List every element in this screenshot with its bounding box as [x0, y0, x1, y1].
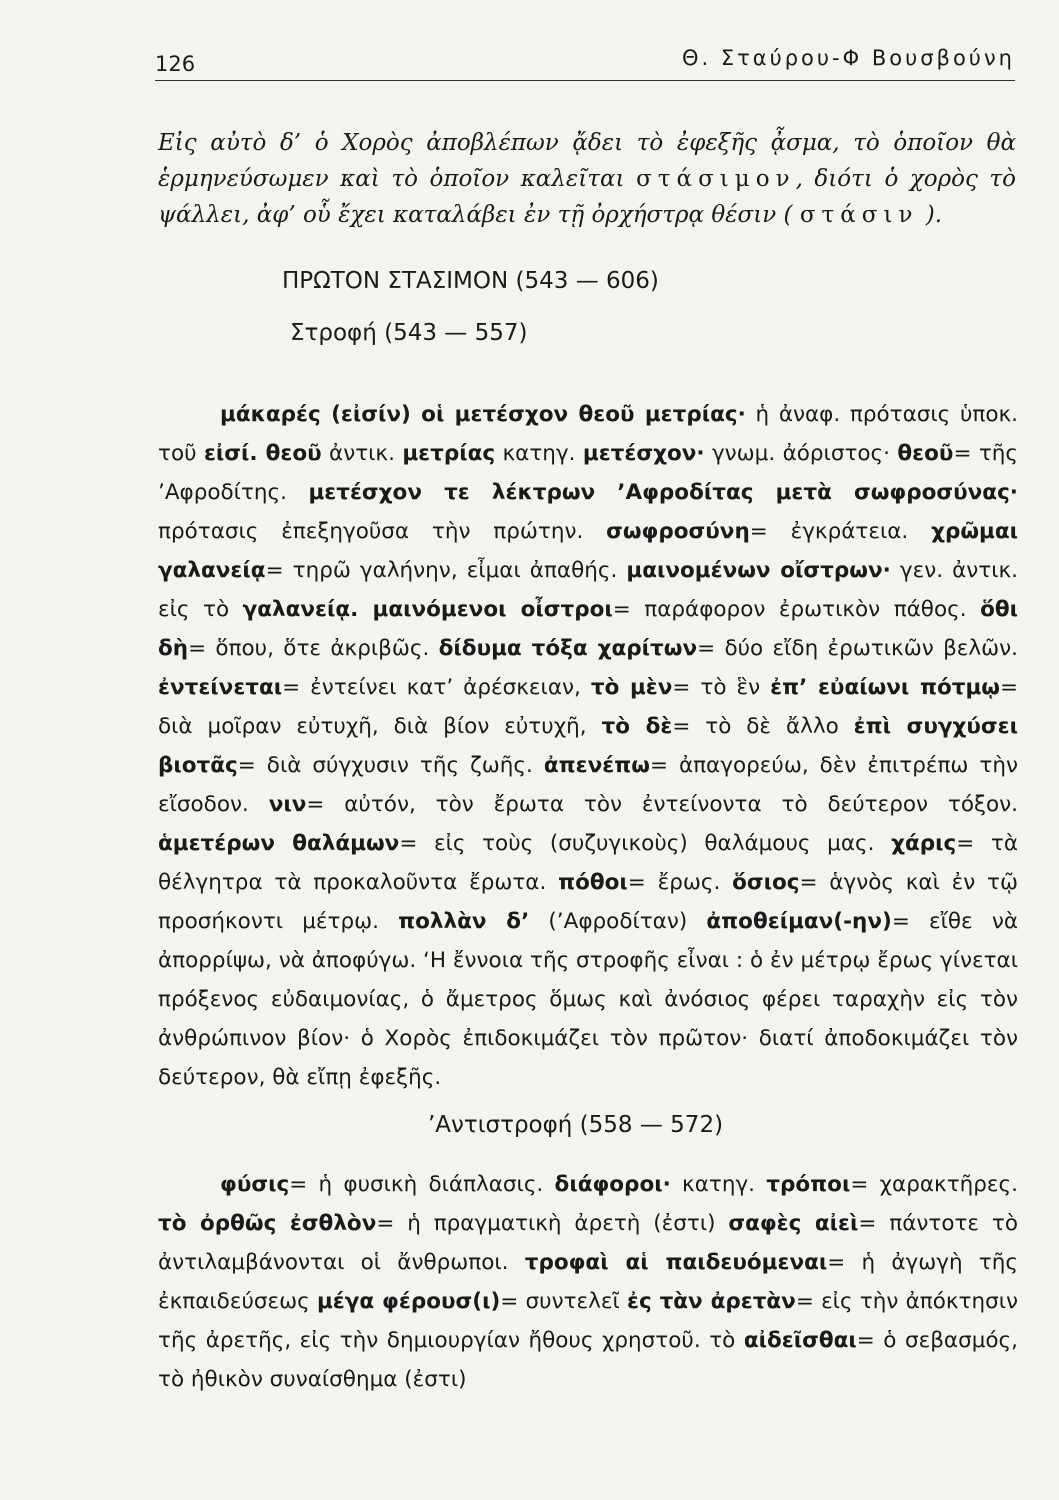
glossed-term: μετρίας [402, 441, 496, 466]
gloss-text: = τὰ θέλγητρα τὰ προκαλοῦντα ἔρωτα. [158, 831, 1018, 895]
glossed-term: αἰδεῖσθαι [743, 1328, 857, 1353]
intro-spaced-word-1: στάσιμον [636, 166, 796, 192]
antistrophe-heading: ’Αντιστροφή (558 — 572) [428, 1112, 724, 1138]
gloss-text: ἀντικ. [321, 441, 403, 466]
stasimon-heading: ΠΡΩΤΟΝ ΣΤΑΣΙΜΟΝ (543 — 606) [282, 268, 659, 294]
glossed-term: μετέσχον· [582, 441, 705, 466]
glossed-term: σαφὲς αἰεὶ [728, 1211, 859, 1236]
gloss-text: = διὰ σύγχυσιν τῆς ζωῆς. [237, 753, 544, 778]
glossed-term: μάκαρές (εἰσίν) οἱ μετέσχον θεοῦ μετρίας· [220, 402, 746, 427]
glossed-term: ἐς τὰν ἀρετὰν [627, 1289, 796, 1314]
gloss-text: πρότασις ἐπεξηγοῦσα τὴν πρώτην. [158, 519, 607, 544]
page-number: 126 [155, 52, 196, 76]
glossed-term: δίδυμα τόξα χαρίτων [438, 636, 698, 661]
glossed-term: πολλὰν δ’ [398, 909, 530, 934]
gloss-text: = παράφορον ἐρωτικὸν πάθος. [612, 597, 981, 622]
gloss-text: = συντελεῖ [500, 1289, 627, 1314]
gloss-text: = ἐντείνει κατ’ ἀρέσκειαν, [282, 675, 591, 700]
gloss-text: = αὐτόν, τὸν ἔρωτα τὸν ἐντείνοντα τὸ δεύτερον τόξον. [306, 792, 1018, 817]
glossed-term: τρόποι [766, 1172, 851, 1197]
gloss-text: = ὁ σεβασμός, τὸ ἠθικὸν συναίσθημα (ἐστι) [158, 1328, 1018, 1392]
gloss-text: = διὰ μοῖραν εὐτυχῆ, διὰ βίον εὐτυχῆ, [158, 675, 1018, 739]
gloss-text: = ἀπαγορεύω, δὲν ἐπιτρέπω τὴν εἴσοδον. [158, 753, 1018, 817]
gloss-text: = χαρακτῆρες. [850, 1172, 1018, 1197]
glossed-term: μαινομένων οἴστρων· [626, 558, 891, 583]
glossed-term: ὅσιος [732, 870, 800, 895]
gloss-text: = ἡ ἀγωγὴ τῆς ἐκπαιδεύσεως [158, 1250, 1018, 1314]
gloss-text: γνωμ. ἀόριστος· [704, 441, 898, 466]
glossed-term: τὸ δὲ [601, 714, 673, 739]
glossed-term: νιν [268, 792, 307, 817]
gloss-text: = τὸ ἓν [672, 675, 771, 700]
gloss-text: κατηγ. [670, 1172, 767, 1197]
glossed-term: χρῶμαι γαλανείᾳ [158, 519, 1018, 583]
gloss-text: = ἁγνὸς καὶ ἐν τῷ προσήκοντι μέτρῳ. [158, 870, 1018, 934]
glossed-term: φύσις [220, 1172, 290, 1197]
gloss-text: (’Αφροδίταν) [529, 909, 707, 934]
glossed-term: χάρις [891, 831, 957, 856]
running-head: Θ. Σταύρου-Φ Βουσβούνη [681, 46, 1015, 70]
gloss-text: = εἰς τὴν ἀπόκτησιν τῆς ἀρετῆς, εἰς τὴν δημιουργίαν ἤθους χρηστοῦ. τὸ [158, 1289, 1018, 1353]
glossed-term: ἁμετέρων θαλάμων [158, 831, 400, 856]
glossed-term: ἀποθείμαν(-ην) [706, 909, 892, 934]
gloss-text: = τηρῶ γαλήνην, εἶμαι ἀπαθής. [265, 558, 627, 583]
glossed-term: ἐπ’ εὐαίωνι πότμῳ [770, 675, 1000, 700]
antistrophe-commentary [158, 1165, 1018, 1399]
glossed-term: εἰσί. θεοῦ [203, 441, 322, 466]
gloss-text: = ἡ πραγματικὴ ἀρετὴ (ἐστι) [376, 1211, 729, 1236]
gloss-text: = τὸ δὲ ἄλλο [672, 714, 854, 739]
glossed-term: πόθοι [558, 870, 628, 895]
glossed-term: ἐπὶ συγχύσει βιοτᾶς [158, 714, 1018, 778]
glossed-term: ὅθι δὴ [158, 597, 1018, 661]
gloss-text: = εἰς τοὺς (συζυγικοὺς) θαλάμους μας. [399, 831, 892, 856]
intro-paragraph [158, 125, 1016, 233]
gloss-text: = τῆς ’Αφροδίτης. [158, 441, 1019, 505]
gloss-text: = ἔρως. [627, 870, 733, 895]
gloss-text: = πάντοτε τὸ ἀντιλαμβάνονται οἱ ἄνθρωποι. [158, 1211, 1018, 1275]
glossed-term: μετέσχον τε λέκτρων ’Αφροδίτας μετὰ σωφροσύνας· [308, 480, 1018, 505]
intro-spaced-word-2: στάσιν [799, 202, 919, 228]
gloss-text: = εἴθε νὰ ἀπορρίψω, νὰ ἀποφύγω. ‘Η ἔννοια τῆς στροφῆς εἶναι : ὁ ἐν μέτρῳ ἔρως γίνεται πρόξενος εὐδαιμονίας, ὁ ἄμετρος ὅμως καὶ ἀνόσιος φέρει ταραχὴν εἰς τὸν ἀνθρώπινον βίον· ὁ Χορὸς ἐπιδοκιμάζει τὸν πρῶτον· διατί ἀποδοκιμάζει τὸν δεύτερον, θὰ εἴπῃ ἐφεξῆς. [158, 909, 1019, 1090]
glossed-term: σωφροσύνη [606, 519, 750, 544]
intro-text-2: , διότι ὁ χορὸς τὸ ψάλλει, ἀφ’ οὗ ἔχει καταλάβει ἐν τῇ ὀρχήστρᾳ θέσιν ( [158, 166, 1017, 228]
gloss-text: = ἡ φυσικὴ διάπλασις. [289, 1172, 555, 1197]
glossed-term: διάφοροι· [554, 1172, 671, 1197]
glossed-term: τροφαὶ αἱ παιδευόμεναι [524, 1250, 828, 1275]
glossed-term: τὸ μὲν [590, 675, 673, 700]
glossed-term: θεοῦ [897, 441, 954, 466]
gloss-text: κατηγ. [495, 441, 583, 466]
intro-text-1: Εἰς αὐτὸ δ’ ὁ Χορὸς ἀποβλέπων ᾄδει τὸ ἐφεξῆς ᾆσμα, τὸ ὁποῖον θὰ ἑρμηνεύσωμεν καὶ τὸ ὁποῖον καλεῖται [158, 130, 1016, 192]
glossed-term: μέγα φέρουσ(ι) [316, 1289, 501, 1314]
intro-text-3: ). [925, 202, 943, 228]
strophe-commentary [158, 395, 1018, 1097]
gloss-text: = δύο εἴδη ἐρωτικῶν βελῶν. [697, 636, 1018, 661]
strophe-heading: Στροφή (543 — 557) [290, 320, 528, 346]
gloss-text: ἡ ἀναφ. πρότασις ὑποκ. τοῦ [158, 402, 1018, 466]
gloss-text: γεν. ἀντικ. εἰς τὸ [158, 558, 1019, 622]
glossed-term: ἀπενέπω [543, 753, 650, 778]
gloss-text: = ἐγκράτεια. [749, 519, 932, 544]
glossed-term: ἐντείνεται [158, 675, 283, 700]
gloss-text: = ὅπου, ὅτε ἀκριβῶς. [188, 636, 439, 661]
page-header [155, 40, 1015, 81]
glossed-term: γαλανείᾳ. μαινόμενοι οἶστροι [242, 597, 613, 622]
glossed-term: τὸ ὀρθῶς ἐσθλὸν [158, 1211, 377, 1236]
